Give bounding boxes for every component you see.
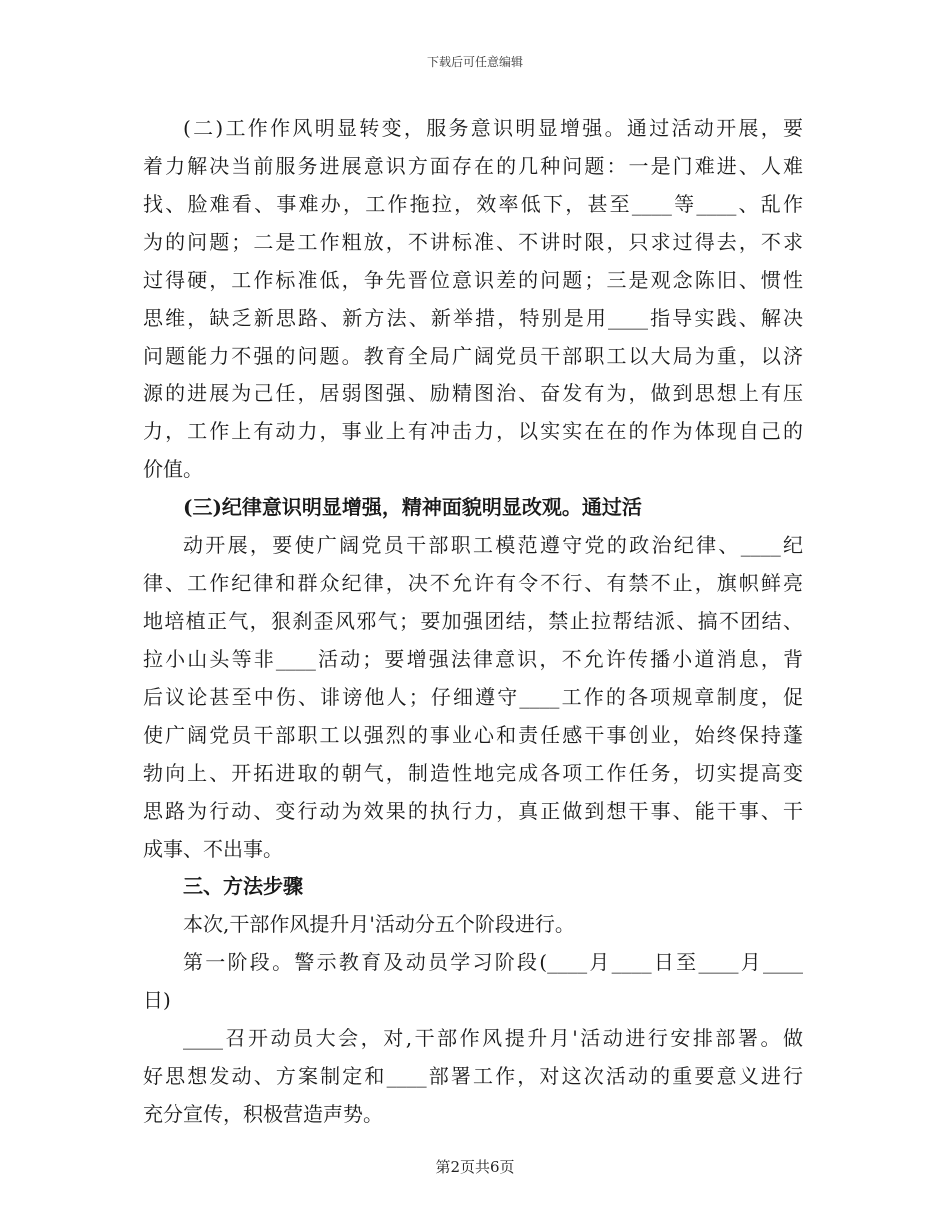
para-2-line-2: 着力解决当前服务进展意识方面存在的几种问题：一是门难进、人难 [143,154,803,178]
page-footer: 第2页共6页 [435,1158,515,1176]
para-3-line-7: 勃向上、开拓进取的朝气，制造性地完成各项工作任务，切实提高变 [143,761,803,785]
para-2-line-6: 思维，缺乏新思路、新方法、新举措，特别是用____指导实践、解决 [143,306,803,330]
para-3-line-6: 使广阔党员干部职工以强烈的事业心和责任感干事创业，始终保持蓬 [143,723,803,747]
para-3-line-5: 后议论甚至中伤、诽谤他人；仔细遵守____工作的各项规章制度，促 [143,685,803,709]
para-2-line-7: 问题能力不强的问题。教育全局广阔党员干部职工以大局为重，以济 [143,344,803,368]
para-2-line-4: 为的问题；二是工作粗放，不讲标准、不讲时限，只求过得去，不求 [143,230,803,254]
para-3-line-4: 拉小山头等非____活动；要增强法律意识，不允许传播小道消息，背 [143,647,803,671]
para-2-line-5: 过得硬，工作标准低，争先晋位意识差的问题；三是观念陈旧、惯性 [143,268,803,292]
para-6-line-3: 充分宣传，积极营造声势。 [143,1102,383,1126]
para-3-line-2: 律、工作纪律和群众纪律，决不允许有令不行、有禁不止，旗帜鲜亮 [143,571,803,595]
section-title-3: 三、方法步骤 [183,874,303,898]
para-2-line-3: 找、脸难看、事难办，工作拖拉，效率低下，甚至____等____、乱作 [143,192,803,216]
page-header: 下载后可任意编辑 [426,55,523,69]
para-3-line-1: 动开展，要使广阔党员干部职工模范遵守党的政治纪律、____纪 [183,533,803,557]
heading-3: (三)纪律意识明显增强，精神面貌明显改观。通过活 [183,495,642,519]
para-2-line-9: 力，工作上有动力，事业上有冲击力，以实实在在的作为体现自己的 [143,419,803,443]
para-5-line-1: 第一阶段。警示教育及动员学习阶段(____月____日至____月____ [183,950,803,974]
para-2-line-10: 价值。 [143,457,203,481]
para-5-line-2: 日) [143,988,171,1012]
para-3-line-3: 地培植正气，狠刹歪风邪气；要加强团结，禁止拉帮结派、搞不团结、 [143,609,803,633]
para-2-line-1: (二)工作作风明显转变，服务意识明显增强。通过活动开展，要 [183,116,803,140]
para-4-line-1: 本次,干部作风提升月'活动分五个阶段进行。 [183,912,575,936]
para-6-line-1: ____召开动员大会，对,干部作风提升月'活动进行安排部署。做 [183,1026,803,1050]
para-2-line-8: 源的进展为己任，居弱图强、励精图治、奋发有为，做到思想上有压 [143,381,803,405]
para-3-line-9: 成事、不出事。 [143,837,283,861]
para-6-line-2: 好思想发动、方案制定和____部署工作，对这次活动的重要意义进行 [143,1064,803,1088]
para-3-line-8: 思路为行动、变行动为效果的执行力，真正做到想干事、能干事、干 [143,799,803,823]
